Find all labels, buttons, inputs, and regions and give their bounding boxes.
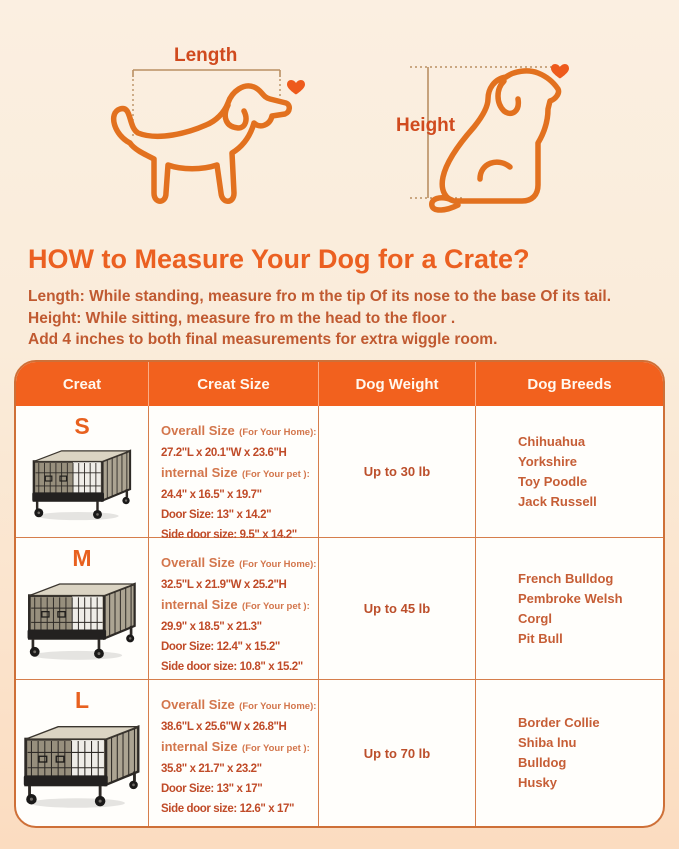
heart-icon (287, 80, 305, 95)
internal-size-label: internal Size (161, 465, 238, 480)
table-row-m-breeds (476, 538, 663, 680)
overall-size-note: (For Your Home): (239, 559, 317, 570)
overall-size-value: 32.5"L x 21.9"W x 25.2"H (161, 579, 287, 591)
breed-name: Jack Russell (518, 493, 597, 509)
side-door-size-value: Side door size: 12.6" x 17" (161, 803, 295, 815)
internal-size-value: 24.4" x 16.5" x 19.7" (161, 489, 262, 501)
column-header-dog-weight: Dog Weight (319, 362, 476, 406)
height-label: Height (396, 115, 456, 136)
internal-size-label: internal Size (161, 739, 238, 754)
overall-size-note: (For Your Home): (239, 701, 317, 712)
crate-illustration (24, 572, 140, 662)
length-measure-line (133, 70, 280, 77)
intro-line-length: Length: While standing, measure fro m the tip Of its nose to the base Of its tail. (28, 288, 612, 305)
intro-line-wiggle: Add 4 inches to both final measurements for extra wiggle room. (28, 331, 498, 348)
overall-size-value: 38.6"L x 25.6"W x 26.8"H (161, 721, 287, 733)
breed-name: Border Collie (518, 715, 600, 730)
standing-dog-outline (114, 86, 290, 201)
breed-name: Toy Poodle (518, 473, 588, 489)
door-size-value: Door Size: 13" x 17" (161, 783, 263, 795)
breed-name: Pembroke Welsh (518, 590, 623, 606)
internal-size-note: (For Your pet ): (242, 469, 310, 480)
side-door-size-value: Side door size: 9.5" x 14.2" (161, 529, 297, 541)
table-row-s-crate (16, 406, 149, 538)
table-row-l-breeds (476, 680, 663, 826)
standing-dog-illustration (100, 43, 312, 215)
intro-paragraph (28, 286, 611, 351)
breed-name: Husky (518, 775, 558, 790)
table-row-m-weight: Up to 45 lb (319, 538, 476, 680)
table-row-s-breeds (476, 406, 663, 538)
table-row-l-crate (16, 680, 149, 826)
breed-name: French Bulldog (518, 570, 614, 586)
page-title: HOW to Measure Your Dog for a Crate? (28, 244, 530, 274)
overall-size-label: Overall Size (161, 697, 235, 712)
table-row-m-size (149, 538, 319, 680)
column-header-dog-breeds: Dog Breeds (476, 362, 663, 406)
height-diagram (388, 43, 590, 215)
breed-name: Chihuahua (518, 433, 586, 449)
column-header-creat: Creat (16, 362, 149, 406)
crate-illustration (20, 714, 144, 810)
overall-size-label: Overall Size (161, 555, 235, 570)
table-row-l-size (149, 680, 319, 826)
crate-illustration (29, 440, 135, 522)
crate-photo (20, 714, 144, 815)
size-chart-table (14, 360, 665, 828)
overall-size-value: 27.2"L x 20.1"W x 23.6"H (161, 447, 287, 459)
size-letter: M (72, 545, 92, 571)
size-letter: L (74, 687, 90, 713)
sitting-dog-outline (432, 71, 559, 210)
internal-size-value: 29.9" x 18.5" x 21.3" (161, 621, 262, 633)
door-size-value: Door Size: 12.4" x 15.2" (161, 641, 280, 653)
breed-name: Yorkshire (518, 453, 578, 469)
overall-size-note: (For Your Home): (239, 427, 317, 438)
breed-name: Corgl (518, 610, 552, 626)
internal-size-label: internal Size (161, 597, 238, 612)
internal-size-note: (For Your pet ): (242, 601, 310, 612)
internal-size-note: (For Your pet ): (242, 743, 310, 754)
door-size-value: Door Size: 13" x 14.2" (161, 509, 272, 521)
side-door-size-value: Side door size: 10.8" x 15.2" (161, 661, 303, 673)
length-label: Length (174, 45, 238, 66)
column-header-creat-size: Creat Size (149, 362, 319, 406)
overall-size-label: Overall Size (161, 423, 235, 438)
length-diagram (100, 43, 312, 215)
table-row-l-weight: Up to 70 lb (319, 680, 476, 826)
crate-photo (29, 440, 135, 527)
crate-photo (24, 572, 140, 667)
breed-name: Bulldog (518, 755, 567, 770)
breed-name: Shiba lnu (518, 735, 577, 750)
heart-icon (551, 64, 569, 79)
breed-name: Pit Bull (518, 630, 563, 646)
size-letter: S (74, 413, 90, 439)
table-row-s-weight: Up to 30 lb (319, 406, 476, 538)
table-row-s-size (149, 406, 319, 541)
intro-line-height: Height: While sitting, measure fro m the head to the floor . (28, 309, 456, 327)
table-row-m-crate (16, 538, 149, 680)
internal-size-value: 35.8" x 21.7" x 23.2" (161, 763, 262, 775)
